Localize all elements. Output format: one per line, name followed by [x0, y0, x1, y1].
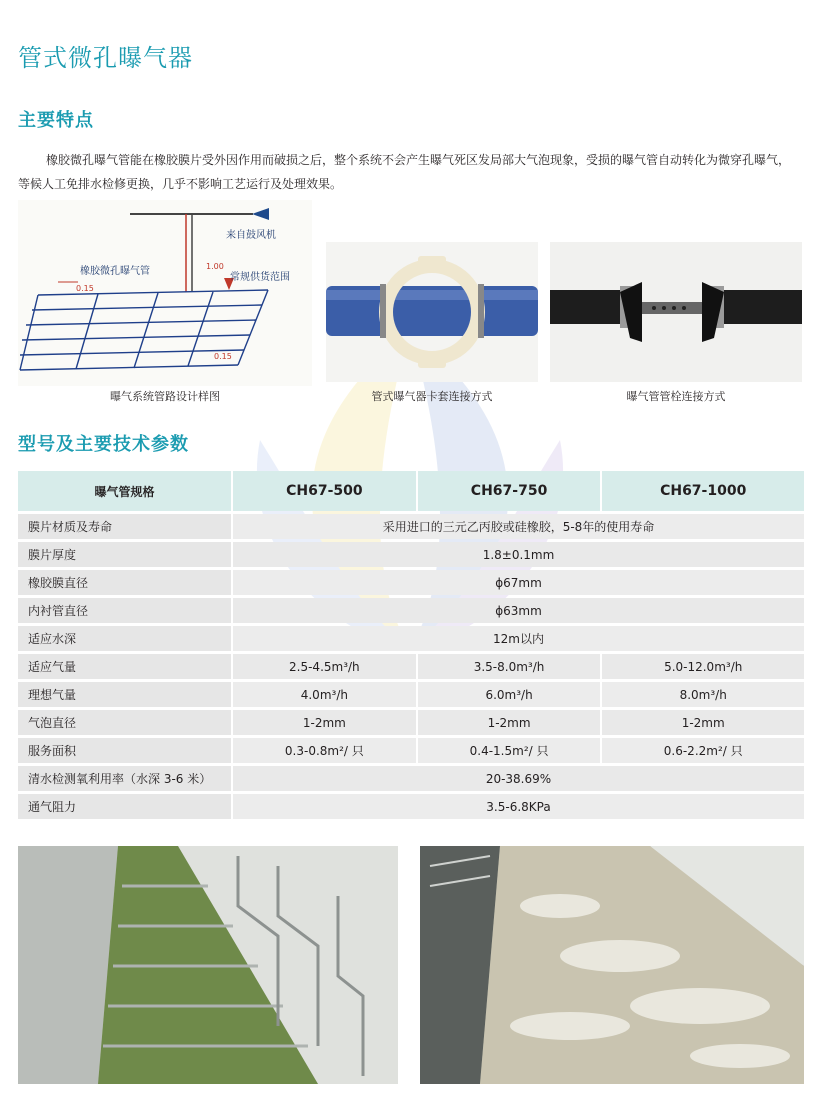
label-pipe: 橡胶微孔曝气管 — [80, 266, 150, 277]
aeration-tank-photo — [420, 846, 804, 1084]
spec-header-cell: CH67-750 — [418, 471, 603, 511]
table-row — [18, 794, 804, 819]
row-value: 2.5-4.5m³/h — [233, 654, 418, 679]
row-value: 0.6-2.2m²/ 只 — [602, 738, 804, 763]
table-row — [18, 710, 804, 735]
specs-heading: 型号及主要技术参数 — [18, 434, 189, 455]
page-title: 管式微孔曝气器 — [18, 44, 193, 72]
row-value: 1.8±0.1mm — [233, 542, 804, 567]
spec-header-cell: CH67-500 — [233, 471, 418, 511]
bolt-connection-photo — [550, 242, 802, 382]
table-row — [18, 542, 804, 567]
row-value: 8.0m³/h — [602, 682, 804, 707]
row-value: 12m以内 — [233, 626, 804, 651]
label-scope: 常规供货范围 — [230, 272, 290, 283]
row-value: 4.0m³/h — [233, 682, 418, 707]
row-label: 适应水深 — [18, 626, 233, 651]
row-label: 适应气量 — [18, 654, 233, 679]
row-value: 20-38.69% — [233, 766, 804, 791]
row-label: 橡胶膜直径 — [18, 570, 233, 595]
row-label: 膜片材质及寿命 — [18, 514, 233, 539]
dim-015-top: 0.15 — [76, 284, 94, 293]
photo2-caption: 管式曝气器卡套连接方式 — [371, 390, 493, 403]
row-label: 清水检测氧利用率（水深 3-6 米） — [18, 766, 233, 791]
table-row — [18, 766, 804, 791]
table-row — [18, 682, 804, 707]
row-label: 气泡直径 — [18, 710, 233, 735]
photo3-caption: 曝气管管栓连接方式 — [626, 390, 726, 403]
table-row — [18, 654, 804, 679]
row-value: 5.0-12.0m³/h — [602, 654, 804, 679]
table-row — [18, 738, 804, 763]
diagram-caption: 曝气系统管路设计样图 — [110, 390, 220, 403]
dim-100: 1.00 — [206, 262, 224, 271]
spec-table — [18, 468, 804, 822]
row-value: 1-2mm — [418, 710, 603, 735]
table-row — [18, 514, 804, 539]
row-label: 服务面积 — [18, 738, 233, 763]
row-value: 6.0m³/h — [418, 682, 603, 707]
row-value: ϕ67mm — [233, 570, 804, 595]
label-blower: 来自鼓风机 — [226, 230, 276, 241]
row-value: ϕ63mm — [233, 598, 804, 623]
row-value: 3.5-8.0m³/h — [418, 654, 603, 679]
dim-015-bottom: 0.15 — [214, 352, 232, 361]
table-row — [18, 570, 804, 595]
row-value: 0.4-1.5m²/ 只 — [418, 738, 603, 763]
row-value: 1-2mm — [233, 710, 418, 735]
row-label: 膜片厚度 — [18, 542, 233, 567]
piping-diagram — [18, 200, 312, 386]
row-value: 1-2mm — [602, 710, 804, 735]
table-row — [18, 626, 804, 651]
row-label: 通气阻力 — [18, 794, 233, 819]
spec-header-row — [18, 471, 804, 511]
features-heading: 主要特点 — [18, 110, 94, 131]
row-value: 3.5-6.8KPa — [233, 794, 804, 819]
table-row — [18, 598, 804, 623]
tank-pipework-photo — [18, 846, 398, 1084]
row-value: 采用进口的三元乙丙胶或硅橡胶，5-8年的使用寿命 — [233, 514, 804, 539]
row-label: 内衬管直径 — [18, 598, 233, 623]
row-value: 0.3-0.8m²/ 只 — [233, 738, 418, 763]
row-label: 理想气量 — [18, 682, 233, 707]
features-text: 橡胶微孔曝气管能在橡胶膜片受外因作用而破损之后，整个系统不会产生曝气死区发局部大气泡现象，受损的曝气管自动转化为微穿孔曝气，等候人工免排水检修更换，几乎不影响工艺运行及处理效果。 — [18, 153, 791, 191]
clamp-connection-photo — [326, 242, 538, 382]
spec-header-cell: 曝气管规格 — [18, 471, 233, 511]
spec-header-cell: CH67-1000 — [602, 471, 804, 511]
